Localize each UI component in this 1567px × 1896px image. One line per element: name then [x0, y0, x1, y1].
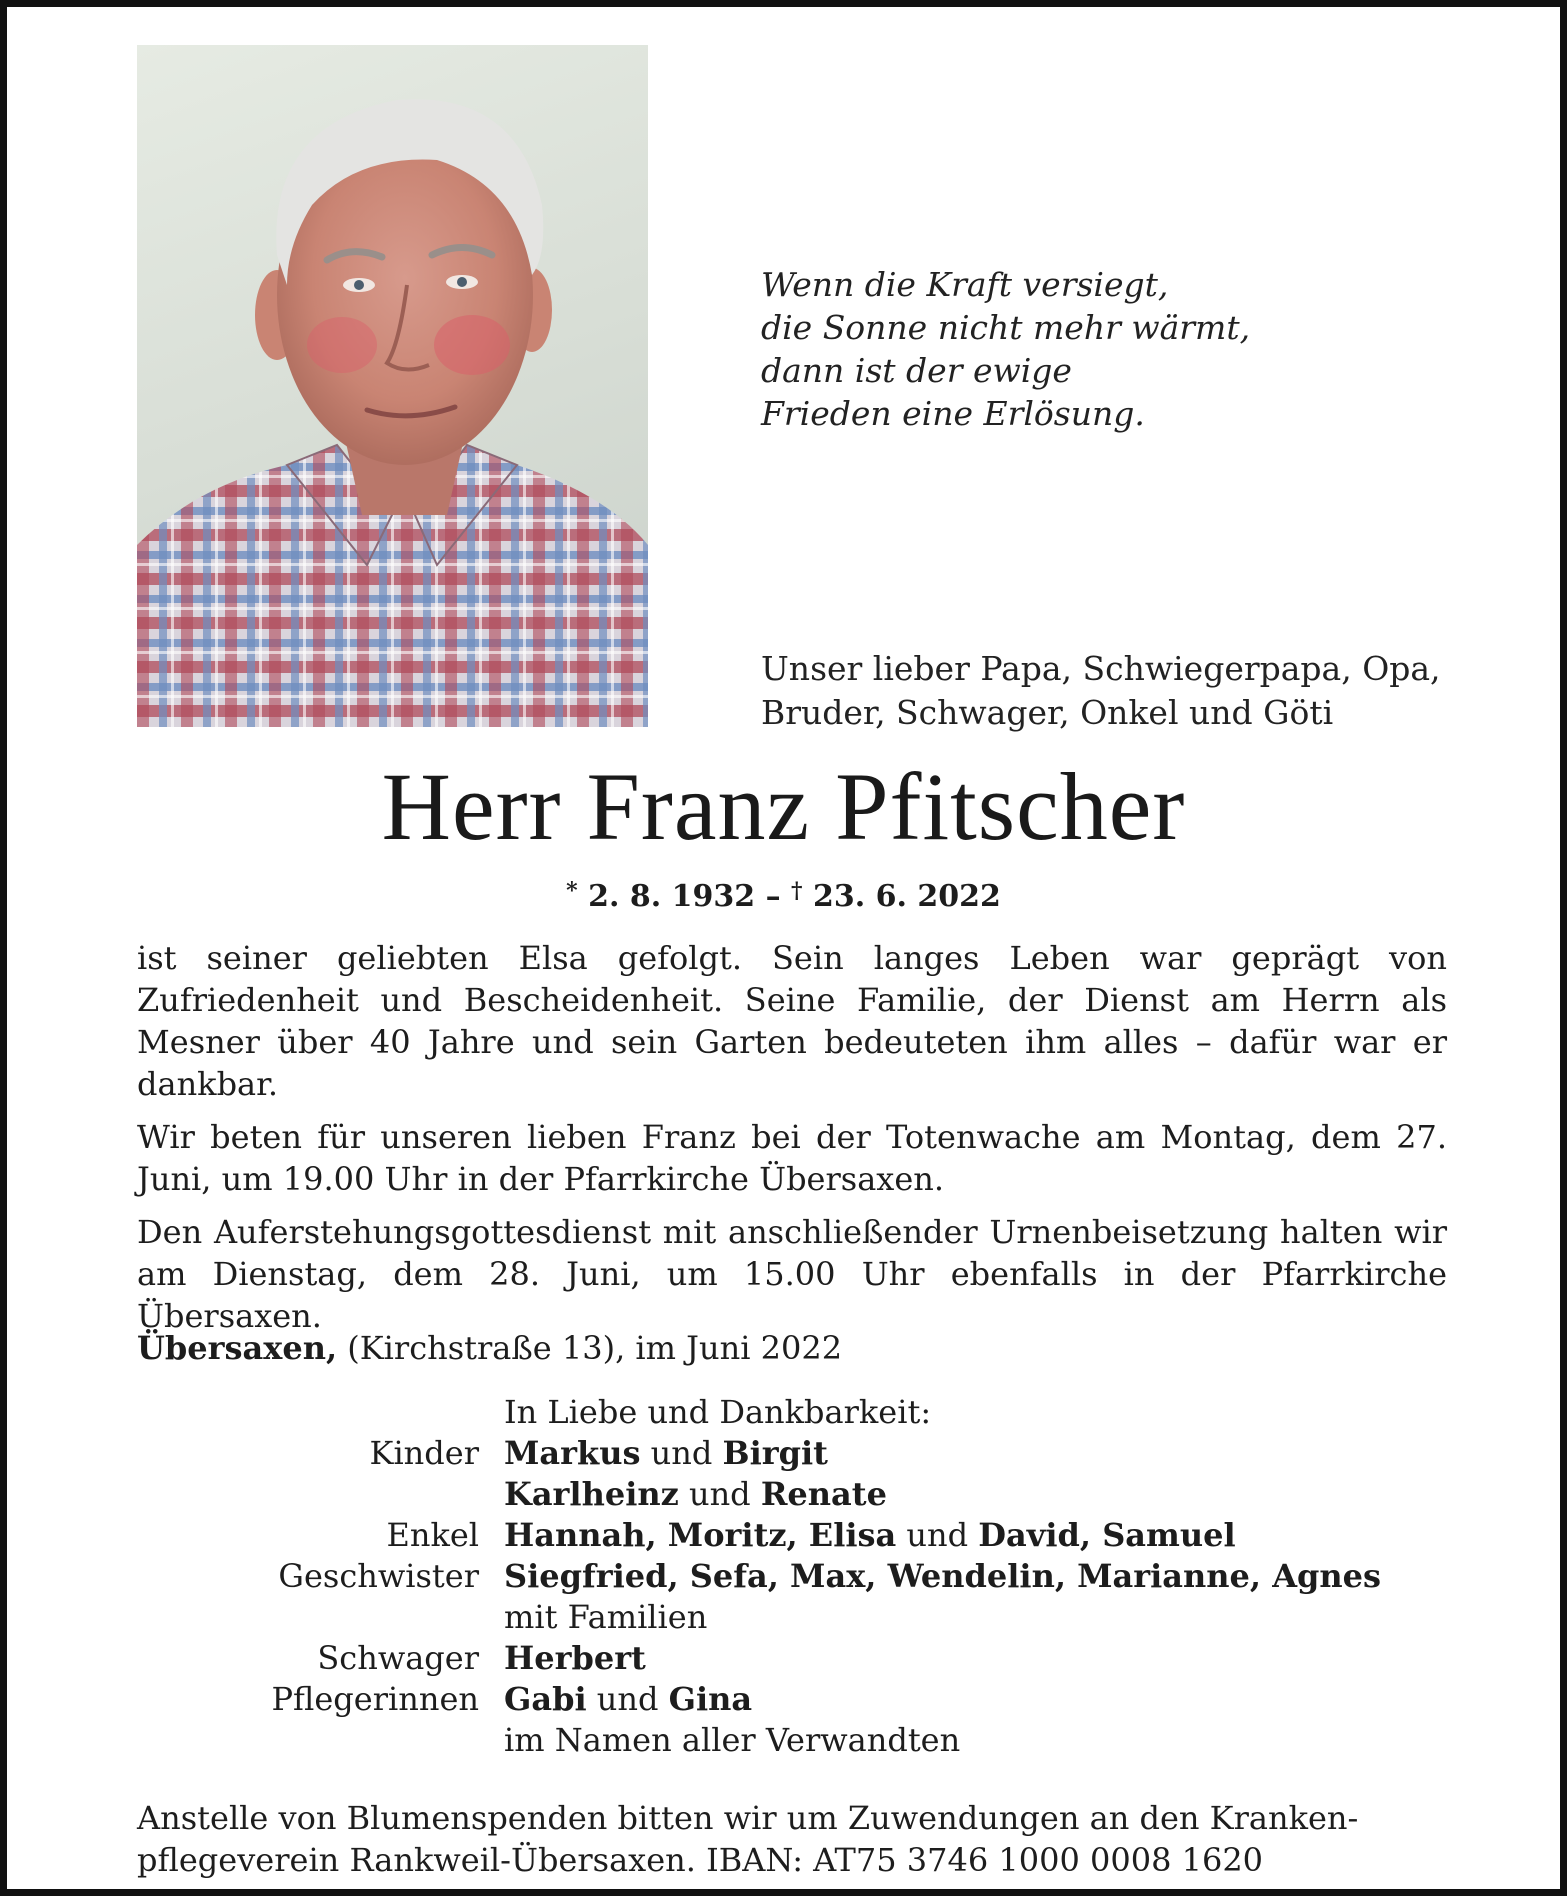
family-opening-row [137, 1392, 1447, 1433]
intro-line: Unser lieber Papa, Schwiegerpapa, Opa, [761, 649, 1441, 688]
body-paragraph: ist seiner geliebten Elsa gefolgt. Sein langes Leben war geprägt von Zufriedenheit und Bescheidenheit. Seine Familie, der Dienst am Herrn als Mesner über 40 Jahre und sein Garten bedeuteten ihm alles – dafür war er dankbar. [137, 939, 1447, 1103]
quote-line: Frieden eine Erlösung. [761, 394, 1145, 433]
portrait-illustration [137, 45, 648, 727]
portrait-photo [137, 45, 648, 727]
family-row-geschwister-note: mit Familien [504, 1598, 708, 1636]
family-label: Geschwister [278, 1557, 479, 1595]
family-row-kinder: Kinder Markus und Birgit [137, 1433, 1447, 1474]
family-list [137, 1392, 1447, 1761]
memorial-quote [761, 263, 1250, 435]
birth-symbol: * [566, 878, 578, 904]
obituary-body [137, 937, 1447, 1348]
body-paragraph: Wir beten für unseren lieben Franz bei der Totenwache am Montag, dem 27. Juni, um 19.00 Uhr in der Pfarrkirche Übersaxen. [137, 1118, 1447, 1198]
intro-line: Bruder, Schwager, Onkel und Göti [761, 693, 1334, 732]
donation-note [137, 1797, 1447, 1881]
place-town: Übersaxen, [137, 1329, 338, 1367]
footer-line: pflegeverein Rankweil-Übersaxen. IBAN: AT75 3746 1000 0008 1620 [137, 1841, 1264, 1879]
family-label: Enkel [386, 1516, 479, 1554]
deceased-name: Herr Franz Pfitscher [381, 753, 1186, 860]
family-opening: In Liebe und Dankbarkeit: [504, 1393, 932, 1431]
date-separator: – [765, 879, 781, 914]
place-date-line [137, 1327, 842, 1369]
family-closing-row [137, 1720, 1447, 1761]
family-closing: im Namen aller Verwandten [504, 1721, 961, 1759]
family-row-geschwister: Geschwister Siegfried, Sefa, Max, Wendelin, Marianne, Agnes [137, 1556, 1447, 1597]
quote-line: dann ist der ewige [761, 351, 1072, 390]
birth-date: 2. 8. 1932 [588, 879, 756, 914]
body-paragraph: Den Auferstehungsgottesdienst mit anschließender Urnenbeisetzung halten wir am Dienstag, dem 28. Juni, um 15.00 Uhr ebenfalls in der Pfarrkirche Übersaxen. [137, 1213, 1447, 1335]
intro-text [761, 647, 1441, 735]
footer-line: Anstelle von Blumenspenden bitten wir um Zuwendungen an den Kranken- [137, 1799, 1359, 1837]
family-row-enkel: Enkel Hannah, Moritz, Elisa und David, Samuel [137, 1515, 1447, 1556]
death-symbol: † [791, 878, 803, 904]
place-rest: (Kirchstraße 13), im Juni 2022 [337, 1329, 843, 1367]
family-label: Kinder [369, 1434, 479, 1472]
life-dates [7, 871, 1560, 917]
death-date: 23. 6. 2022 [812, 879, 1001, 914]
quote-line: Wenn die Kraft versiegt, [761, 265, 1169, 304]
family-row-pflegerinnen: Pflegerinnen Gabi und Gina [137, 1679, 1447, 1720]
family-row-schwager: Schwager Herbert [137, 1638, 1447, 1679]
quote-line: die Sonne nicht mehr wärmt, [761, 308, 1251, 347]
family-row-kinder-2: Karlheinz und Renate [504, 1475, 887, 1513]
family-label: Pflegerinnen [271, 1680, 479, 1718]
family-label: Schwager [317, 1639, 479, 1677]
